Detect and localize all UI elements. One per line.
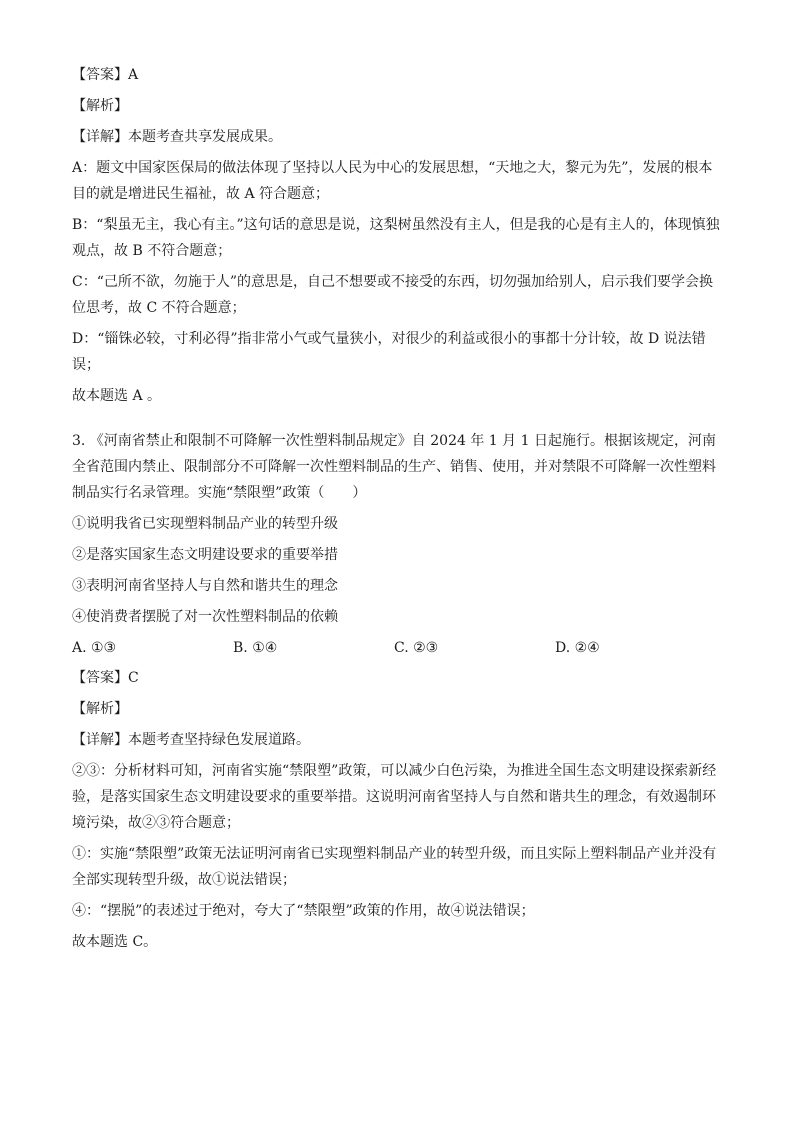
q2-answer: 【答案】A xyxy=(72,67,139,83)
q3-explanation-1: ①：实施“禁限塑”政策无法证明河南省已实现塑料制品产业的转型升级，而且实际上塑料制品产业并没有全部实现转型升级，故①说法错误； xyxy=(72,846,717,888)
q3-item-3: ③表明河南省坚持人与自然和谐共生的理念 xyxy=(72,578,338,594)
q3-explanation-4: ④：“摆脱”的表述过于绝对，夸大了“禁限塑”政策的作用，故④说法错误； xyxy=(72,903,535,919)
q2-analysis-heading: 【解析】 xyxy=(72,98,128,114)
q2-conclusion: 故本题选 A 。 xyxy=(72,388,162,404)
q3-explanation-23: ②③：分析材料可知，河南省实施“禁限塑”政策，可以减少白色污染，为推进全国生态文明建设探索新经验，是落实国家生态文明建设要求的重要举措。这说明河南省坚持人与自然和谐共生的理念，有效遏制环境污染，故②③符合题意； xyxy=(72,763,717,831)
q3-item-4: ④使消费者摆脱了对一次性塑料制品的依赖 xyxy=(72,609,338,625)
q3-detail: 【详解】本题考查坚持绿色发展道路。 xyxy=(72,732,310,748)
q3-item-2: ②是落实国家生态文明建设要求的重要举措 xyxy=(72,547,338,563)
section-spacer xyxy=(72,414,722,428)
q2-explanation-d: D：“锱铢必较，寸利必得”指非常小气或气量狭小，对很少的利益或很小的事都十分计较，故 D 说法错误； xyxy=(72,331,706,373)
q2-explanation-a: A：题文中国家医保局的做法体现了坚持以人民为中心的发展思想，“天地之大，黎元为先”，发展的根本目的就是增进民生福祉，故 A 符合题意； xyxy=(72,160,713,202)
q3-options xyxy=(72,635,722,661)
q3-analysis-heading: 【解析】 xyxy=(72,701,128,717)
q2-explanation-c: C：“己所不欲，勿施于人”的意思是，自己不想要或不接受的东西，切勿强加给别人，启示我们要学会换位思考，故 C 不符合题意； xyxy=(72,274,714,316)
q3-stem: 3. 《河南省禁止和限制不可降解一次性塑料制品规定》自 2024 年 1 月 1 日起施行。根据该规定，河南全省范围内禁止、限制部分不可降解一次性塑料制品的生产、销售、使用，并对禁限不可降解一次性塑料制品实行名录管理。实施“禁限塑”政策（ ） xyxy=(72,433,716,501)
q3-item-1: ①说明我省已实现塑料制品产业的转型升级 xyxy=(72,516,338,532)
q2-detail: 【详解】本题考查共享发展成果。 xyxy=(72,129,282,145)
q3-option-a: A. ①③ xyxy=(72,640,117,656)
q3-conclusion: 故本题选 C。 xyxy=(72,934,158,950)
q3-option-c: C. ②③ xyxy=(394,640,439,656)
q3-answer: 【答案】C xyxy=(72,670,139,686)
q3-option-b: B. ①④ xyxy=(233,640,278,656)
q2-explanation-b: B：“梨虽无主，我心有主。”这句话的意思是说，这梨树虽然没有主人，但是我的心是有主人的，体现慎独观点，故 B 不符合题意； xyxy=(72,217,720,259)
q3-option-d: D. ②④ xyxy=(555,640,600,656)
document-page xyxy=(72,62,722,960)
